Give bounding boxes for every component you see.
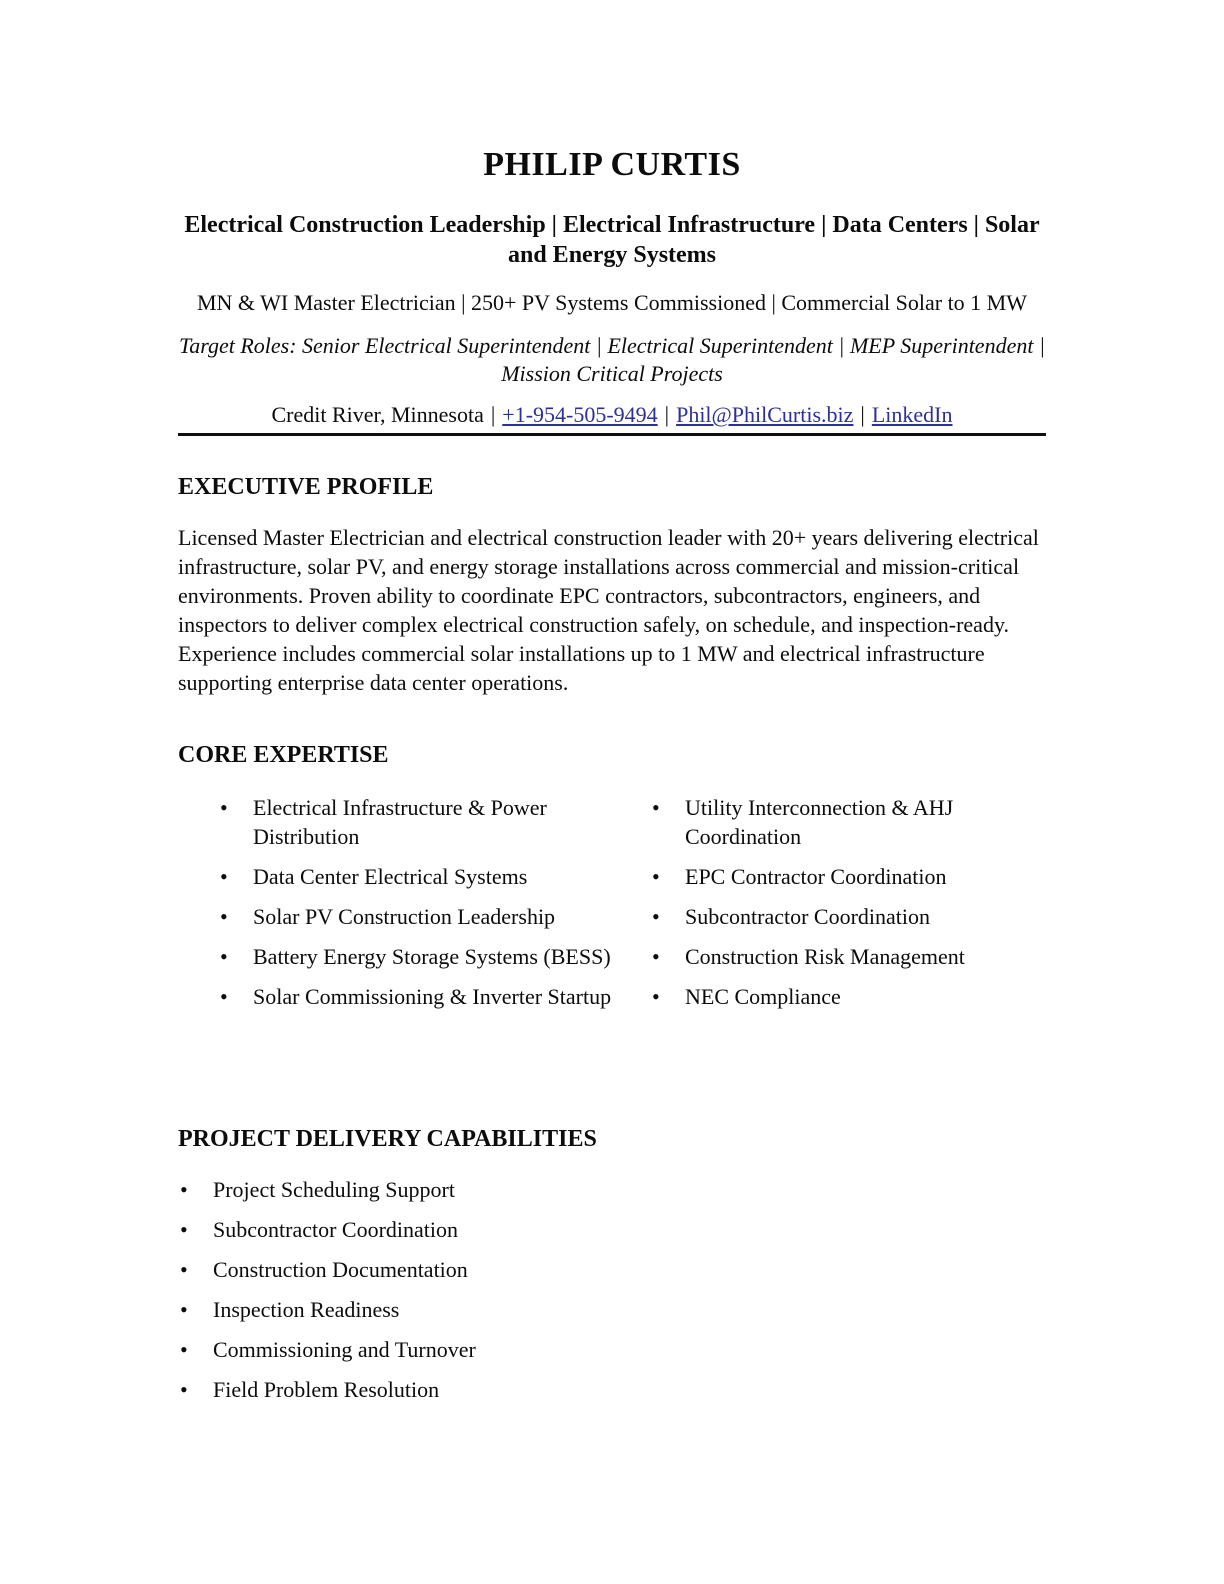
executive-profile-text: Licensed Master Electrician and electrical construction leader with 20+ years delivering electrical infrastructure, solar PV, and energy storage installations across commercial and mission-critical environments. Proven ability to coordinate EPC contractors, subcontractors, engineers, and inspectors to deliver complex electrical construction safely, on schedule, and inspection-ready. Experience includes commercial solar installations up to 1 MW and electrical infrastructure supporting enterprise data center operations. bbox=[178, 525, 1039, 695]
list-item: • Subcontractor Coordination bbox=[652, 902, 1046, 931]
section-heading-executive-profile: EXECUTIVE PROFILE bbox=[178, 474, 434, 500]
tagline bbox=[178, 210, 1046, 270]
email-link[interactable]: Phil@PhilCurtis.biz bbox=[676, 402, 854, 427]
separator: | bbox=[664, 402, 670, 427]
core-expertise-list-left bbox=[220, 793, 650, 1011]
target-roles-line-2: Mission Critical Projects bbox=[501, 361, 723, 386]
list-item: • Battery Energy Storage Systems (BESS) bbox=[220, 942, 650, 971]
list-item: • NEC Compliance bbox=[652, 982, 1046, 1011]
location-text: Credit River, Minnesota bbox=[271, 402, 484, 427]
page-title: PHILIP CURTIS bbox=[483, 146, 741, 183]
section-heading-core-expertise: CORE EXPERTISE bbox=[178, 742, 389, 768]
list-item: • Subcontractor Coordination bbox=[180, 1215, 1046, 1244]
phone-link[interactable]: +1-954-505-9494 bbox=[502, 402, 658, 427]
credentials-line: MN & WI Master Electrician | 250+ PV Systems Commissioned | Commercial Solar to 1 MW bbox=[196, 290, 1028, 315]
list-item: • Field Problem Resolution bbox=[180, 1375, 1046, 1404]
list-item: • Construction Risk Management bbox=[652, 942, 1046, 971]
linkedin-link[interactable]: LinkedIn bbox=[871, 402, 953, 427]
contact-line bbox=[178, 402, 1046, 428]
core-expertise-columns bbox=[178, 793, 1046, 1022]
target-roles-line-1: Target Roles: Senior Electrical Superintendent | Electrical Superintendent | MEP Superintendent | bbox=[179, 333, 1045, 358]
list-item: • Utility Interconnection & AHJ Coordination bbox=[652, 793, 1046, 851]
tagline-line-1: Electrical Construction Leadership | Electrical Infrastructure | Data Centers | Solar bbox=[184, 212, 1040, 238]
list-item: • Solar PV Construction Leadership bbox=[220, 902, 650, 931]
list-item: • Electrical Infrastructure & Power Distribution bbox=[220, 793, 650, 851]
core-expertise-list-right bbox=[652, 793, 1046, 1011]
core-expertise-column-left bbox=[178, 793, 650, 1022]
list-item: • Data Center Electrical Systems bbox=[220, 862, 650, 891]
project-delivery-list bbox=[180, 1175, 1046, 1404]
target-roles bbox=[178, 332, 1046, 388]
core-expertise-column-right bbox=[650, 793, 1046, 1022]
separator: | bbox=[860, 402, 865, 427]
list-item: • Solar Commissioning & Inverter Startup bbox=[220, 982, 650, 1011]
list-item: • Commissioning and Turnover bbox=[180, 1335, 1046, 1364]
section-heading-project-delivery: PROJECT DELIVERY CAPABILITIES bbox=[178, 1126, 597, 1152]
list-item: • Project Scheduling Support bbox=[180, 1175, 1046, 1204]
resume-content bbox=[178, 0, 1046, 1404]
separator: | bbox=[490, 402, 496, 427]
tagline-line-2: and Energy Systems bbox=[507, 242, 717, 268]
header-divider bbox=[178, 433, 1046, 436]
list-item: • EPC Contractor Coordination bbox=[652, 862, 1046, 891]
list-item: • Inspection Readiness bbox=[180, 1295, 1046, 1324]
list-item: • Construction Documentation bbox=[180, 1255, 1046, 1284]
